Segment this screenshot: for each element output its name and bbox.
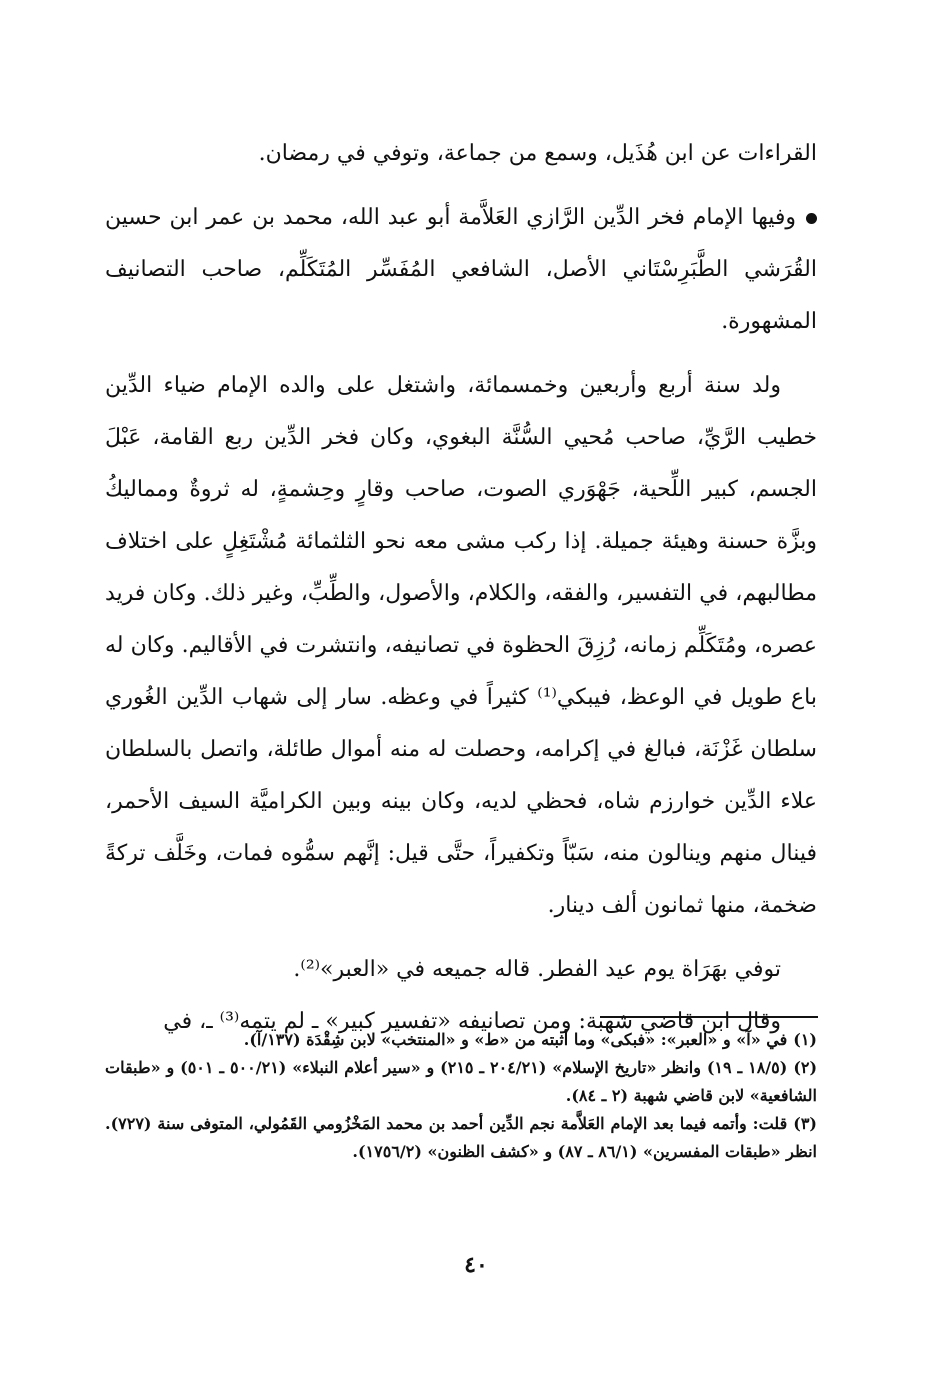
- footnote-3: [105, 1110, 817, 1166]
- paragraph-4: توفي بهَرَاة يوم عيد الفطر. قاله جميعه في «العبر»⁽²⁾.: [293, 957, 781, 982]
- footnotes: [105, 1026, 817, 1166]
- footnote-number: (٣): [793, 1114, 817, 1133]
- bullet-icon: [806, 213, 817, 224]
- main-text: [105, 128, 817, 1048]
- paragraph-3: ولد سنة أربع وأربعين وخمسمائة، واشتغل على والده الإمام ضياء الدِّين خطيب الرَّيِّ، صاحب مُحيي السُّنَّة البغوي، وكان فخر الدِّين ربع القامة، عَبْلَ الجسم، كبير اللِّحية، جَهْوَري الصوت، صاحب وقارٍ وحِشمةٍ، له ثروةٌ ومماليكُ وبزَّة حسنة وهيئة جميلة. إذا ركب مشى معه نحو الثلثمائة مُشْتَغِلٍ على اختلاف مطالبهم، في التفسير، والفقه، والكلام، والأصول، والطِّبِّ، وغير ذلك. وكان فريد عصره، ومُتَكَلِّم زمانه، رُزِقَ الحظوة في تصانيفه، وانتشرت في الأقاليم. وكان له باع طويل في الوعظ، فيبكي⁽¹⁾ كثيراً في وعظه. سار إلى شهاب الدِّين الغُوري سلطان غَزْنَة، فبالغ في إكرامه، وحصلت له منه أموال طائلة، واتصل بالسلطان علاء الدِّين خوارزم شاه، فحظي لديه، وكان بينه وبين الكراميَّة السيف الأحمر، فينال منهم وينالون منه، سَبّاً وتكفيراً، حتَّى قيل: إنَّهم سمُّوه فمات، وخَلَّف تركةً ضخمة، منها ثمانون ألف دينار.: [105, 373, 817, 918]
- footnote-number: (١): [793, 1030, 817, 1049]
- paragraph-2-text: وفيها الإمام فخر الدِّين الرَّازي العَلاَّمة أبو عبد الله، محمد بن عمر ابن حسين القُرَشي الطَّبَرِسْتَاني الأصل، الشافعي المُفَسِّر المُتَكَلِّم، صاحب التصانيف المشهورة.: [105, 205, 817, 334]
- footnote-divider: [600, 1016, 818, 1018]
- footnote-2: [105, 1054, 817, 1110]
- footnote-1: [105, 1026, 817, 1054]
- footnote-text: قلت: وأتمه فيما بعد الإمام العَلاَّمة نجم الدِّين أحمد بن محمد المَخْزُومي القَمُولي، المتوفى سنة (٧٢٧). انظر «طبقات المفسرين» (٨٦/١ ـ ٨٧) و «كشف الظنون» (١٧٥٦/٢).: [105, 1114, 817, 1161]
- paragraph-5: وقال ابن قاضي شهبة: ومن تصانيفه «تفسير كبير» ـ لم يتمه⁽³⁾ ـ، في: [163, 1009, 781, 1034]
- paragraph-1: القراءات عن ابن هُذَيل، وسمع من جماعة، وتوفي في رمضان.: [258, 141, 817, 166]
- footnote-text: في «آ» و «العبر»: «فبكى» وما أثبته من «ط» و «المنتخب» لابن شِقْدَة (١٣٧/آ).: [243, 1030, 788, 1049]
- page-number: ٤٠: [464, 1252, 488, 1278]
- paragraph-2: [105, 192, 817, 348]
- footnote-text: (١٨/٥ ـ ١٩) وانظر «تاريخ الإسلام» (٢٠٤/٢١ ـ ٢١٥) و «سير أعلام النبلاء» (٥٠٠/٢١ ـ ٥٠١) و «طبقات الشافعية» لابن قاضي شهبة (٢ ـ ٨٤).: [105, 1058, 817, 1105]
- footnote-number: (٢): [793, 1058, 818, 1077]
